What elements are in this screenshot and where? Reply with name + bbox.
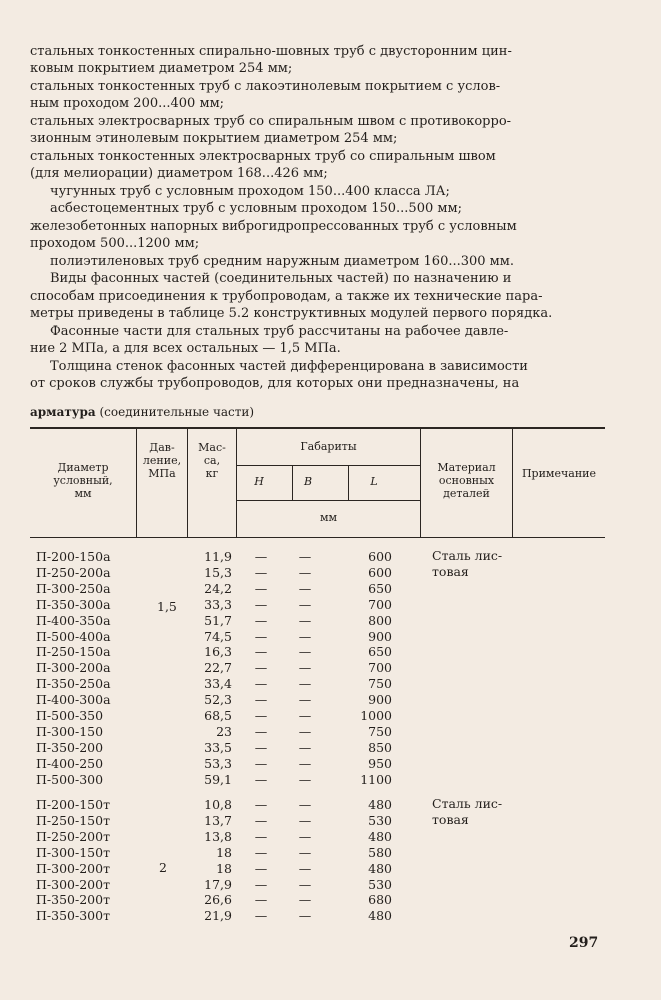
- cell-h: —: [254, 723, 268, 739]
- cell-mass: 59,1: [204, 771, 232, 787]
- text-line: способам присоединения к трубопроводам, а также их технические пара-: [30, 289, 543, 304]
- cell-h: —: [254, 828, 268, 844]
- cell-b: —: [298, 676, 312, 692]
- cell-b: —: [298, 860, 312, 876]
- table-header-rule: [30, 537, 605, 538]
- text-line: стальных тонкостенных электросварных труб со спиральным швом: [30, 149, 496, 164]
- cell-mass: 26,6: [204, 892, 232, 908]
- cell-name: П-300-150: [36, 723, 104, 739]
- header-dimensions: Габариты: [300, 440, 357, 453]
- cell-mass: 16,3: [204, 644, 232, 660]
- cell-h: —: [254, 860, 268, 876]
- cell-h: —: [254, 771, 268, 787]
- cell-name: П-300-150т: [36, 844, 110, 860]
- page-number: 297: [569, 935, 599, 951]
- cell-h: —: [254, 876, 268, 892]
- cell-l: 750: [368, 723, 392, 739]
- cell-name: П-500-400а: [36, 628, 111, 644]
- cell-h: —: [254, 692, 268, 708]
- cell-b: —: [298, 828, 312, 844]
- cell-l: 600: [368, 564, 392, 580]
- cell-l: 1100: [360, 771, 392, 787]
- cell-l: 480: [368, 908, 392, 924]
- cell-b: —: [298, 564, 312, 580]
- cell-mass: 33,4: [204, 676, 232, 692]
- cell-name: П-400-300а: [36, 692, 111, 708]
- table-top-rule: [30, 427, 605, 429]
- text-line: Толщина стенок фасонных частей дифференцирована в зависимости: [50, 359, 528, 374]
- cell-l: 650: [368, 580, 392, 596]
- cell-h: —: [254, 612, 268, 628]
- text-line: железобетонных напорных виброгидропрессованных труб с условным: [30, 219, 517, 234]
- cell-name: П-250-150т: [36, 812, 110, 828]
- header-l: L: [370, 475, 378, 488]
- text-line: стальных тонкостенных труб с лакоэтинолевым покрытием с услов-: [30, 79, 501, 94]
- cell-l: 480: [368, 828, 392, 844]
- text-line: ковым покрытием диаметром 254 мм;: [30, 61, 293, 76]
- cell-b: —: [298, 660, 312, 676]
- cell-l: 900: [368, 692, 392, 708]
- cell-h: —: [254, 892, 268, 908]
- cell-l: 750: [368, 676, 392, 692]
- cell-name: П-250-150а: [36, 644, 111, 660]
- text-line: асбестоцементных труб с условным проходом 150...500 мм;: [50, 201, 462, 216]
- cell-mass: 68,5: [204, 708, 232, 723]
- cell-h: —: [254, 908, 268, 924]
- cell-h: —: [254, 549, 268, 564]
- cell-b: —: [298, 892, 312, 908]
- group2-pressure: 2: [159, 860, 167, 875]
- cell-b: —: [298, 580, 312, 596]
- cell-name: П-300-200т: [36, 876, 110, 892]
- cell-h: —: [254, 844, 268, 860]
- cell-mass: 13,7: [204, 812, 232, 828]
- group1-pressure: 1,5: [157, 599, 177, 614]
- cell-mass: 15,3: [204, 564, 232, 580]
- cell-mass: 33,5: [204, 739, 232, 755]
- cell-name: П-250-200т: [36, 828, 110, 844]
- header-note: Примечание: [521, 467, 597, 480]
- cell-name: П-400-350а: [36, 612, 111, 628]
- cell-name: П-300-250а: [36, 580, 111, 596]
- cell-l: 1000: [360, 708, 392, 723]
- cell-mass: 52,3: [204, 692, 232, 708]
- cell-name: П-300-200а: [36, 660, 111, 676]
- cell-mass: 22,7: [204, 660, 232, 676]
- cell-name: П-250-200а: [36, 564, 111, 580]
- cell-h: —: [254, 755, 268, 771]
- cell-b: —: [298, 644, 312, 660]
- cell-l: 900: [368, 628, 392, 644]
- cell-b: —: [298, 797, 312, 812]
- header-material: Материал основных деталей: [437, 461, 496, 500]
- cell-mass: 33,3: [204, 596, 232, 612]
- header-diameter: Диаметр условный, мм: [53, 461, 113, 500]
- cell-name: П-400-250: [36, 755, 104, 771]
- cell-b: —: [298, 708, 312, 723]
- cell-l: 800: [368, 612, 392, 628]
- cell-b: —: [298, 692, 312, 708]
- text-line: чугунных труб с условным проходом 150...400 класса ЛА;: [50, 184, 450, 199]
- group1-material-line1: Сталь лис-: [432, 548, 503, 563]
- cell-b: —: [298, 812, 312, 828]
- cell-l: 530: [368, 876, 392, 892]
- header-mass: Мас- са, кг: [198, 441, 226, 480]
- cell-h: —: [254, 660, 268, 676]
- text-line: (для мелиорации) диаметром 168...426 мм;: [30, 166, 328, 181]
- cell-h: —: [254, 596, 268, 612]
- cell-name: П-200-150а: [36, 549, 111, 564]
- cell-name: П-200-150т: [36, 797, 110, 812]
- header-mm: мм: [319, 511, 338, 524]
- cell-h: —: [254, 708, 268, 723]
- text-line: проходом 500...1200 мм;: [30, 236, 200, 251]
- cell-b: —: [298, 739, 312, 755]
- table-caption-bold: арматура: [30, 405, 96, 419]
- cell-l: 600: [368, 549, 392, 564]
- text-line: Виды фасонных частей (соединительных частей) по назначению и: [50, 271, 512, 286]
- group1-material-line2: товая: [432, 564, 469, 579]
- cell-b: —: [298, 771, 312, 787]
- cell-l: 480: [368, 797, 392, 812]
- header-pressure: Дав- ление, МПа: [142, 441, 182, 480]
- text-line: ние 2 МПа, а для всех остальных — 1,5 МПа.: [30, 341, 341, 356]
- cell-l: 850: [368, 739, 392, 755]
- cell-mass: 10,8: [204, 797, 232, 812]
- cell-b: —: [298, 876, 312, 892]
- cell-b: —: [298, 908, 312, 924]
- cell-h: —: [254, 580, 268, 596]
- cell-mass: 11,9: [204, 549, 232, 564]
- units-rule: [236, 500, 420, 501]
- cell-b: —: [298, 755, 312, 771]
- cell-h: —: [254, 797, 268, 812]
- cell-b: —: [298, 723, 312, 739]
- cell-name: П-350-250а: [36, 676, 111, 692]
- cell-h: —: [254, 564, 268, 580]
- text-line: Фасонные части для стальных труб рассчитаны на рабочее давле-: [50, 324, 509, 339]
- cell-b: —: [298, 549, 312, 564]
- cell-name: П-350-200т: [36, 892, 110, 908]
- cell-mass: 51,7: [204, 612, 232, 628]
- cell-l: 580: [368, 844, 392, 860]
- group2-material-line1: Сталь лис-: [432, 796, 503, 811]
- group2-material-line2: товая: [432, 812, 469, 827]
- cell-name: П-350-300т: [36, 908, 110, 924]
- cell-name: П-350-200: [36, 739, 104, 755]
- header-h: H: [254, 475, 264, 488]
- cell-mass: 74,5: [204, 628, 232, 644]
- cell-l: 480: [368, 860, 392, 876]
- cell-mass: 23: [216, 723, 232, 739]
- header-b: B: [303, 475, 313, 488]
- cell-h: —: [254, 812, 268, 828]
- cell-h: —: [254, 676, 268, 692]
- table-caption: [30, 405, 254, 419]
- cell-name: П-300-200т: [36, 860, 110, 876]
- cell-mass: 18: [216, 860, 232, 876]
- text-line: зионным этинолевым покрытием диаметром 254 мм;: [30, 131, 398, 146]
- cell-l: 700: [368, 596, 392, 612]
- text-line: от сроков службы трубопроводов, для которых они предназначены, на: [30, 376, 520, 391]
- cell-mass: 13,8: [204, 828, 232, 844]
- cell-b: —: [298, 844, 312, 860]
- cell-b: —: [298, 596, 312, 612]
- text-line: метры приведены в таблице 5.2 конструктивных модулей первого порядка.: [30, 306, 553, 321]
- text-line: ным проходом 200...400 мм;: [30, 96, 225, 111]
- dimensions-rule: [236, 465, 420, 466]
- table-caption-rest: (соединительные части): [99, 405, 255, 419]
- cell-l: 530: [368, 812, 392, 828]
- cell-name: П-500-300: [36, 771, 104, 787]
- cell-l: 700: [368, 660, 392, 676]
- cell-mass: 53,3: [204, 755, 232, 771]
- cell-name: П-350-300а: [36, 596, 111, 612]
- cell-h: —: [254, 628, 268, 644]
- cell-mass: 21,9: [204, 908, 232, 924]
- cell-l: 680: [368, 892, 392, 908]
- text-line: стальных тонкостенных спирально-шовных труб с двусторонним цин-: [30, 44, 512, 59]
- cell-l: 950: [368, 755, 392, 771]
- cell-mass: 24,2: [204, 580, 232, 596]
- col-divider: [512, 428, 513, 537]
- cell-name: П-500-350: [36, 708, 104, 723]
- text-line: стальных электросварных труб со спиральным швом с противокорро-: [30, 114, 512, 129]
- cell-b: —: [298, 628, 312, 644]
- cell-h: —: [254, 644, 268, 660]
- cell-mass: 18: [216, 844, 232, 860]
- cell-l: 650: [368, 644, 392, 660]
- cell-mass: 17,9: [204, 876, 232, 892]
- cell-b: —: [298, 612, 312, 628]
- cell-h: —: [254, 739, 268, 755]
- text-line: полиэтиленовых труб средним наружным диаметром 160...300 мм.: [50, 254, 515, 269]
